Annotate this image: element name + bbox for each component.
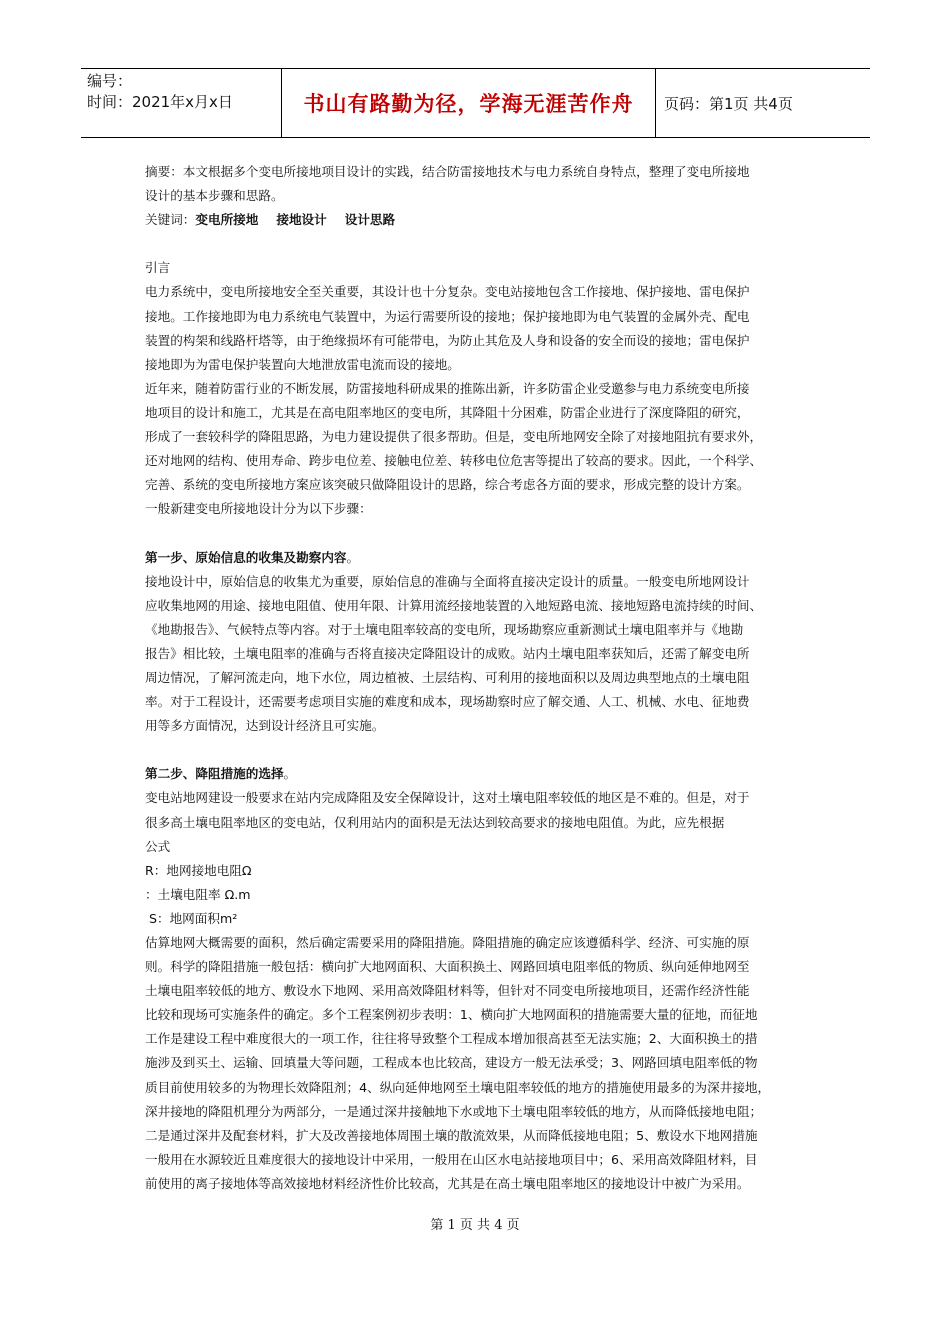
formula-variable: S：地网面积m² xyxy=(145,910,238,926)
paragraph-line: 装置的构架和线路杆塔等，由于绝缘损坏有可能带电，为防止其危及人身和设备的安全而设的接地；雷电保护 xyxy=(145,332,750,348)
paragraph-line: 一般新建变电所接地设计分为以下步骤： xyxy=(145,501,372,517)
doc-time-label: 时间：2021年x月x日 xyxy=(87,93,233,111)
step1-title: 第一步、原始信息的收集及勘察内容 xyxy=(145,549,347,565)
paragraph-line: 变电站地网建设一般要求在站内完成降阻及安全保障设计，这对土壤电阻率较低的地区是不难的。但是，对于 xyxy=(145,790,750,806)
paragraph-line: 近年来，随着防雷行业的不断发展，防雷接地科研成果的推陈出新，许多防雷企业受邀参与电力系统变电所接 xyxy=(145,380,750,396)
paragraph-line: 深井接地的降阻机理分为两部分，一是通过深井接触地下水或地下土壤电阻率较低的地方，从而降低接地电阻； xyxy=(145,1103,763,1119)
intro-title: 引言 xyxy=(145,260,171,276)
formula-label: 公式 xyxy=(145,838,171,854)
page-header xyxy=(81,68,870,138)
header-page-cell xyxy=(656,69,870,137)
paragraph-line: 土壤电阻率较低的地方、敷设水下地网、采用高效降阻材料等，但针对不同变电所接地项目，还需作经济性能 xyxy=(145,983,750,999)
paragraph-line: 还对地网的结构、使用寿命、跨步电位差、接触电位差、转移电位危害等提出了较高的要求。因此，一个科学、 xyxy=(145,453,763,469)
paragraph-line: 地项目的设计和施工，尤其是在高电阻率地区的变电所，其降阻十分困难，防雷企业进行了深度降阻的研究， xyxy=(145,404,750,420)
doc-number-label: 编号： xyxy=(87,72,133,90)
paragraph-line: 应收集地网的用途、接地电阻值、使用年限、计算用流经接地装置的入地短路电流、接地短路电流持续的时间、 xyxy=(145,597,763,613)
header-motto: 书山有路勤为径，学海无涯苦作舟 xyxy=(303,92,634,116)
paragraph-line: 估算地网大概需要的面积，然后确定需要采用的降阻措施。降阻措施的确定应该遵循科学、经济、可实施的原 xyxy=(145,935,750,950)
page-footer: 第 1 页 共 4 页 xyxy=(430,1218,520,1233)
header-info-cell xyxy=(81,69,282,137)
paragraph-line: 形成了一套较科学的降阻思路，为电力建设提供了很多帮助。但是，变电所地网安全除了对接地阻抗有要求外， xyxy=(145,429,763,445)
formula-variable: R：地网接地电阻Ω xyxy=(145,862,252,878)
keyword: 设计思路 xyxy=(344,212,396,228)
paragraph-line: 接地设计中，原始信息的收集尤为重要，原始信息的准确与全面将直接决定设计的质量。一般变电所地网设计 xyxy=(145,573,750,589)
paragraph-line: 比较和现场可实施条件的确定。多个工程案例初步表明：1、横向扩大地网面积的措施需要大量的征地，而征地 xyxy=(145,1007,758,1023)
paragraph-line: 率。对于工程设计，还需要考虑项目实施的难度和成本，现场勘察时应了解交通、人工、机械、水电、征地费 xyxy=(145,694,750,710)
step2-title: 第二步、降阻措施的选择 xyxy=(145,766,284,782)
paragraph-line: 施涉及到买土、运输、回填量大等问题，工程成本也比较高，建设方一般无法承受；3、网路回填电阻率低的物 xyxy=(145,1055,758,1071)
paragraph-line: 周边情况，了解河流走向，地下水位，周边植被、土层结构、可利用的接地面积以及周边典型地点的土壤电阻 xyxy=(145,669,750,685)
abstract-line: 设计的基本步骤和思路。 xyxy=(145,188,284,204)
paragraph-line: 二是通过深井及配套材料，扩大及改善接地体周围土壤的散流效果，从而降低接地电阻；5、敷设水下地网措施 xyxy=(145,1127,758,1143)
section-heading: 第一步、原始信息的收集及勘察内容。 xyxy=(145,549,360,565)
header-motto-cell xyxy=(282,69,656,137)
document-body xyxy=(145,160,805,1196)
paragraph-line: 一般用在水源较近且难度很大的接地设计中采用，一般用在山区水电站接地项目中；6、采用高效降阻材料，目 xyxy=(145,1151,758,1167)
header-page-number: 页码：第1页 共4页 xyxy=(664,94,793,113)
keywords-line xyxy=(145,208,805,232)
paragraph-line: 前使用的离子接地体等高效接地材料经济性价比较高，尤其是在高土壤电阻率地区的接地设计中被广为采用。 xyxy=(145,1175,750,1191)
paragraph-line: 很多高土壤电阻率地区的变电站，仅利用站内的面积是无法达到较高要求的接地电阻值。为此，应先根据 xyxy=(145,814,725,830)
keywords-label: 关键词： xyxy=(145,212,196,228)
paragraph-line: 则。科学的降阻措施一般包括：横向扩大地网面积、大面积换土、网路回填电阻率低的物质、纵向延伸地网至 xyxy=(145,959,750,975)
paragraph-line: 接地。工作接地即为电力系统电气装置中，为运行需要所设的接地；保护接地即为电气装置的金属外壳、配电 xyxy=(145,308,750,324)
paragraph-line: 报告》相比较，土壤电阻率的准确与否将直接决定降阻设计的成败。站内土壤电阻率获知后，还需了解变电所 xyxy=(145,645,750,661)
paragraph-line: 用等多方面情况，达到设计经济且可实施。 xyxy=(145,718,385,734)
paragraph-line: 电力系统中，变电所接地安全至关重要，其设计也十分复杂。变电站接地包含工作接地、保护接地、雷电保护 xyxy=(145,284,750,300)
abstract-line: 摘要：本文根据多个变电所接地项目设计的实践，结合防雷接地技术与电力系统自身特点，整理了变电所接地 xyxy=(145,164,750,179)
paragraph-line: 接地即为为雷电保护装置向大地泄放雷电流而设的接地。 xyxy=(145,356,460,372)
paragraph-line: 《地勘报告》、气候特点等内容。对于土壤电阻率较高的变电所，现场勘察应重新测试土壤电阻率并与《地勘 xyxy=(145,621,744,637)
paragraph-line: 质目前使用较多的为物理长效降阻剂；4、纵向延伸地网至土壤电阻率较低的地方的措施使用最多的为深井接地， xyxy=(145,1079,771,1095)
formula-variable: ：土壤电阻率 Ω.m xyxy=(145,886,251,902)
keyword: 变电所接地 xyxy=(195,212,259,228)
section-heading: 第二步、降阻措施的选择。 xyxy=(145,766,297,782)
paragraph-line: 完善、系统的变电所接地方案应该突破只做降阻设计的思路，综合考虑各方面的要求，形成完整的设计方案。 xyxy=(145,477,750,493)
paragraph-line: 工作是建设工程中难度很大的一项工作，往往将导致整个工程成本增加很高甚至无法实施；2、大面积换土的措 xyxy=(145,1031,758,1047)
keyword: 接地设计 xyxy=(276,212,327,228)
